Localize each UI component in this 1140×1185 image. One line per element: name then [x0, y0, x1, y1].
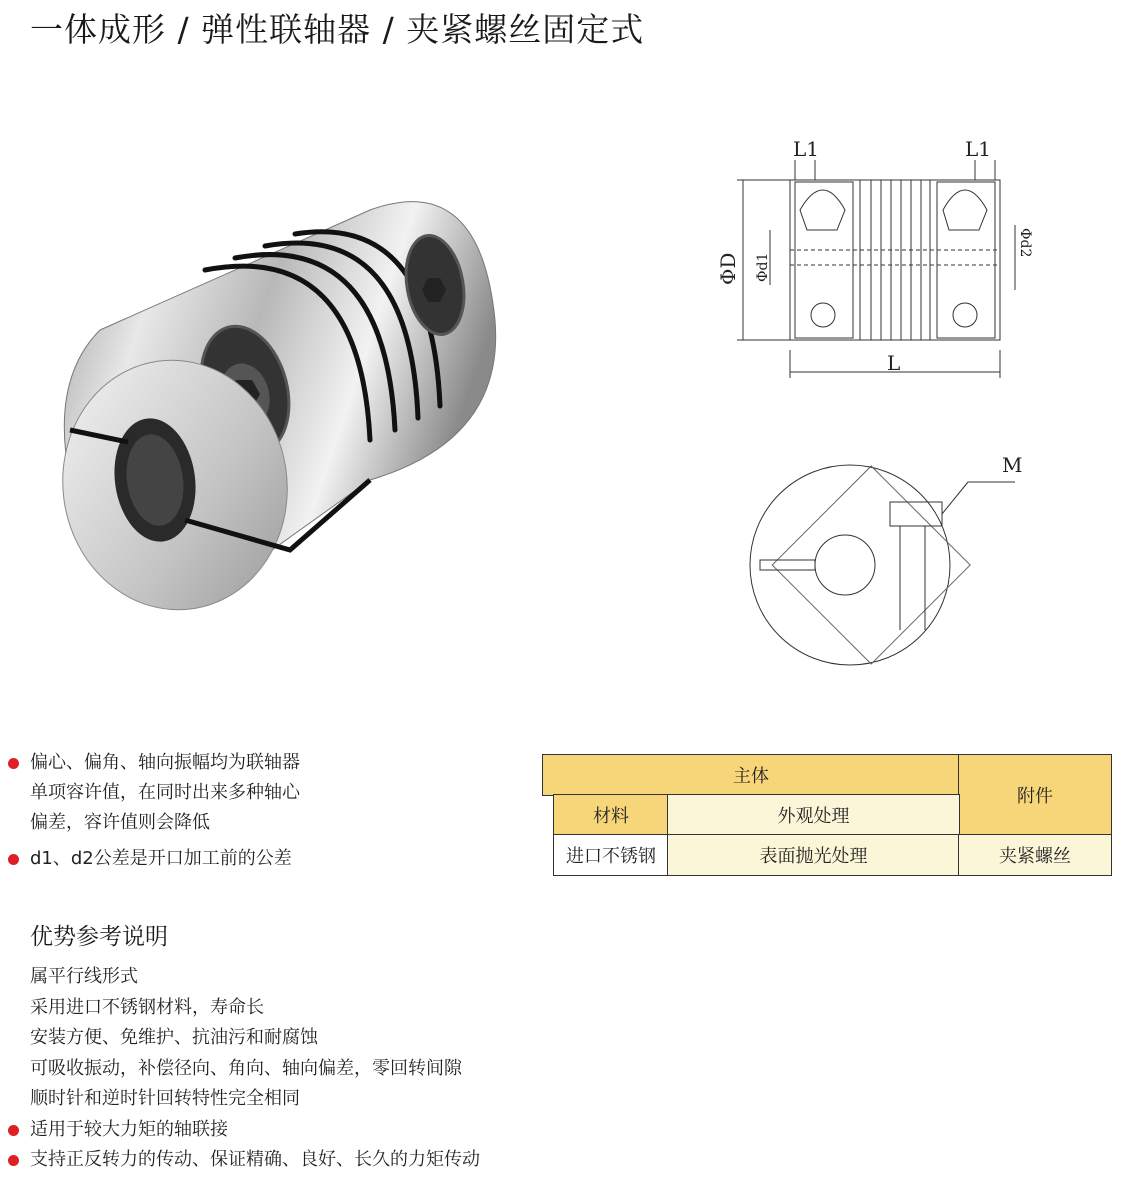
bullet-dot [8, 854, 19, 865]
advantage-item: 属平行线形式 [30, 966, 138, 987]
header-material: 材料 [553, 794, 669, 836]
header-accessory: 附件 [958, 754, 1112, 836]
label-d1: Φd1 [755, 252, 771, 282]
advantages-heading: 优势参考说明 [30, 924, 168, 950]
label-l1-right: L1 [965, 137, 992, 161]
label-m: M [1002, 453, 1023, 477]
advantage-item: 适用于较大力矩的轴联接 [8, 1115, 480, 1146]
side-view-drawing [740, 440, 1040, 680]
note-line: 单项容许值，在同时出来多种轴心 [30, 782, 300, 803]
label-d2: Φd2 [1017, 228, 1033, 258]
header-main: 主体 [542, 754, 960, 796]
cell-accessory: 夹紧螺丝 [958, 834, 1112, 876]
advantage-item: 顺时针和逆时针回转特性完全相同 [30, 1088, 300, 1109]
bullet-dot [8, 758, 19, 769]
front-dimension-drawing [715, 120, 1045, 390]
note-line: d1、d2公差是开口加工前的公差 [30, 848, 292, 869]
advantage-item: 可吸收振动，补偿径向、角向、轴向偏差，零回转间隙 [30, 1057, 462, 1079]
label-l1-left: L1 [793, 137, 820, 161]
note-line: 偏心、偏角、轴向振幅均为联轴器 [30, 752, 300, 773]
note-item [8, 844, 300, 874]
note-line: 偏差，容许值则会降低 [30, 812, 210, 833]
bullet-dot [8, 1155, 19, 1166]
label-diameter: ΦD [716, 252, 740, 285]
label-length: L [887, 351, 901, 375]
spec-table [542, 754, 1112, 878]
advantages-list [8, 962, 480, 1176]
cell-finish: 表面抛光处理 [667, 834, 960, 876]
advantage-item: 采用进口不锈钢材料，寿命长 [30, 996, 264, 1018]
advantage-item: 支持正反转力的传动、保证精确、良好、长久的力矩传动 [8, 1145, 480, 1176]
coupling-photo [40, 180, 520, 620]
tolerance-notes [8, 748, 300, 874]
page-title: 一体成形 / 弹性联轴器 / 夹紧螺丝固定式 [30, 10, 645, 49]
header-finish: 外观处理 [667, 794, 960, 836]
note-item [8, 748, 300, 838]
advantage-item: 安装方便、免维护、抗油污和耐腐蚀 [30, 1027, 318, 1048]
bullet-dot [8, 1125, 19, 1136]
cell-material: 进口不锈钢 [553, 834, 669, 876]
